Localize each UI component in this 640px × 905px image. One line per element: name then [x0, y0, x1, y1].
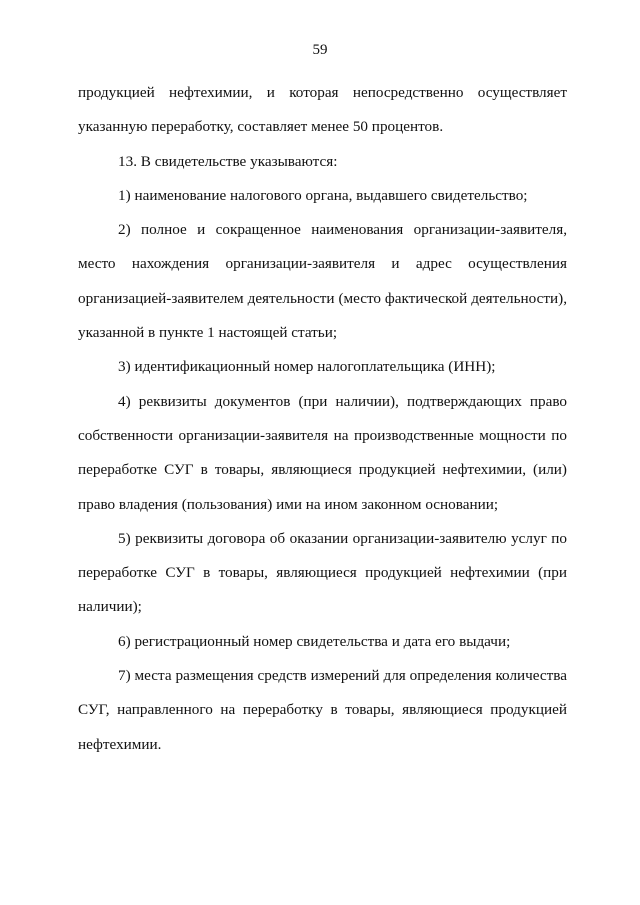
paragraph-item-4: 4) реквизиты документов (при наличии), подтверждающих право собственности организации-заявителя на производственные мощности по переработке СУГ в товары, являющиеся продукцией нефтехимии, (или) право владения (пользования) ими на ином законном основании; — [78, 392, 567, 513]
paragraph-item-3: 3) идентификационный номер налогоплательщика (ИНН); — [118, 358, 496, 376]
paragraph-continuation: продукцией нефтехимии, и которая непосредственно осуществляет указанную переработку, составляет менее 50 процентов. — [78, 84, 567, 136]
page-number: 59 — [312, 42, 328, 58]
paragraph-item-5: 5) реквизиты договора об оказании организации-заявителю услуг по переработке СУГ в товары, являющиеся продукцией нефтехимии (при наличии); — [78, 529, 567, 616]
document-body — [78, 76, 567, 762]
paragraph-item-2: 2) полное и сокращенное наименования организации-заявителя, место нахождения организации-заявителя и адрес осуществления организацией-заявителем деятельности (место фактической деятельности), указанной в пункте 1 настоящей статьи; — [78, 221, 567, 342]
paragraph-item-7: 7) места размещения средств измерений для определения количества СУГ, направленного на переработку в товары, являющиеся продукцией нефтехимии. — [78, 667, 567, 753]
paragraph-item-13-heading: 13. В свидетельстве указываются: — [118, 152, 338, 170]
paragraph-item-1: 1) наименование налогового органа, выдавшего свидетельство; — [118, 186, 528, 204]
paragraph-item-6: 6) регистрационный номер свидетельства и дата его выдачи; — [118, 632, 511, 650]
